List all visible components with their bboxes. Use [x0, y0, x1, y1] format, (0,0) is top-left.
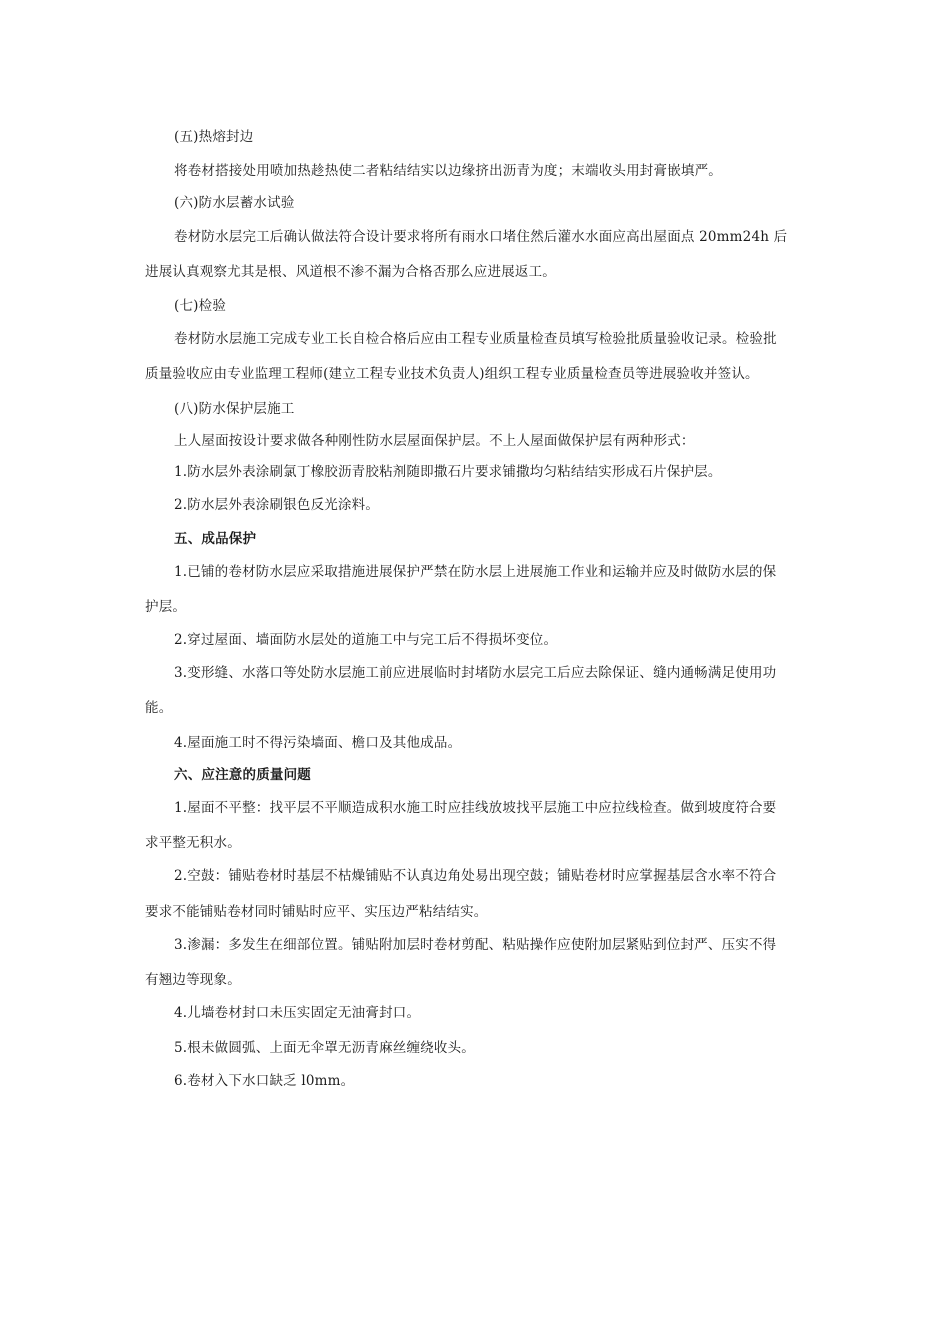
- list-item-quality-3-line1: 3.渗漏：多发生在细部位置。铺贴附加层时卷材剪配、粘贴操作应使附加层紧贴到位封严、压实不得: [174, 937, 777, 953]
- list-item-quality-3-line2: 有翘边等现象。: [145, 972, 241, 988]
- paragraph-water-test-line1: 卷材防水层完工后确认做法符合设计要求将所有雨水口堵住然后灌水水面应高出屋面点 20mm24h 后: [174, 229, 788, 245]
- section-heading-water-test: (六)防水层蓄水试验: [174, 195, 295, 211]
- list-item-quality-5: 5.根未做圆弧、上面无伞罩无沥青麻丝缠绕收头。: [174, 1040, 475, 1056]
- list-item-quality-2-line1: 2.空鼓：铺贴卷材时基层不枯燥铺贴不认真边角处易出现空鼓；铺贴卷材时应掌握基层含水率不符合: [174, 868, 777, 884]
- chapter-heading-quality-issues: 六、应注意的质量问题: [174, 767, 311, 783]
- section-heading-protect-layer: (八)防水保护层施工: [174, 401, 295, 417]
- list-item-quality-1-line1: 1.屋面不平整：找平层不平顺造成积水施工时应挂线放坡找平层施工中应拉线检查。做到坡度符合要: [174, 800, 777, 816]
- paragraph-protect-layer-intro: 上人屋面按设计要求做各种刚性防水层屋面保护层。不上人屋面做保护层有两种形式：: [174, 433, 695, 449]
- list-item-product-protection-2: 2.穿过屋面、墙面防水层处的道施工中与完工后不得损坏变位。: [174, 632, 558, 648]
- list-item-protect-layer-1: 1.防水层外表涂刷氯丁橡胶沥青胶粘剂随即撒石片要求铺撒均匀粘结结实形成石片保护层。: [174, 464, 722, 480]
- list-item-product-protection-4: 4.屋面施工时不得污染墙面、檐口及其他成品。: [174, 735, 462, 751]
- list-item-product-protection-1-line2: 护层。: [145, 599, 187, 615]
- paragraph-inspection-line2: 质量验收应由专业监理工程师(建立工程专业技术负责人)组织工程专业质量检查员等进展验收并签认。: [145, 366, 759, 382]
- list-item-quality-1-line2: 求平整无积水。: [145, 835, 241, 851]
- paragraph-water-test-line2: 进展认真观察尤其是根、风道根不渗不漏为合格否那么应进展返工。: [145, 264, 556, 280]
- list-item-product-protection-3-line2: 能。: [145, 700, 173, 716]
- list-item-quality-2-line2: 要求不能铺贴卷材同时铺贴时应平、实压边严粘结结实。: [145, 904, 488, 920]
- list-item-quality-4: 4.儿墙卷材封口未压实固定无油膏封口。: [174, 1005, 421, 1021]
- list-item-product-protection-3-line1: 3.变形缝、水落口等处防水层施工前应进展临时封堵防水层完工后应去除保证、缝内通畅满足使用功: [174, 665, 777, 681]
- list-item-quality-6: 6.卷材入下水口缺乏 l0mm。: [174, 1073, 355, 1089]
- list-item-product-protection-1-line1: 1.已铺的卷材防水层应采取措施进展保护严禁在防水层上进展施工作业和运输并应及时做防水层的保: [174, 564, 777, 580]
- section-heading-hot-seal: (五)热熔封边: [174, 129, 254, 145]
- paragraph-inspection-line1: 卷材防水层施工完成专业工长自检合格后应由工程专业质量检查员填写检验批质量验收记录。检验批: [174, 331, 777, 347]
- section-heading-inspection: (七)检验: [174, 298, 227, 314]
- chapter-heading-product-protection: 五、成品保护: [174, 531, 257, 547]
- paragraph-hot-seal: 将卷材搭接处用喷加热趁热使二者粘结结实以边缘挤出沥青为度；末端收头用封膏嵌填严。: [174, 163, 722, 179]
- list-item-protect-layer-2: 2.防水层外表涂刷银色反光涂料。: [174, 497, 380, 513]
